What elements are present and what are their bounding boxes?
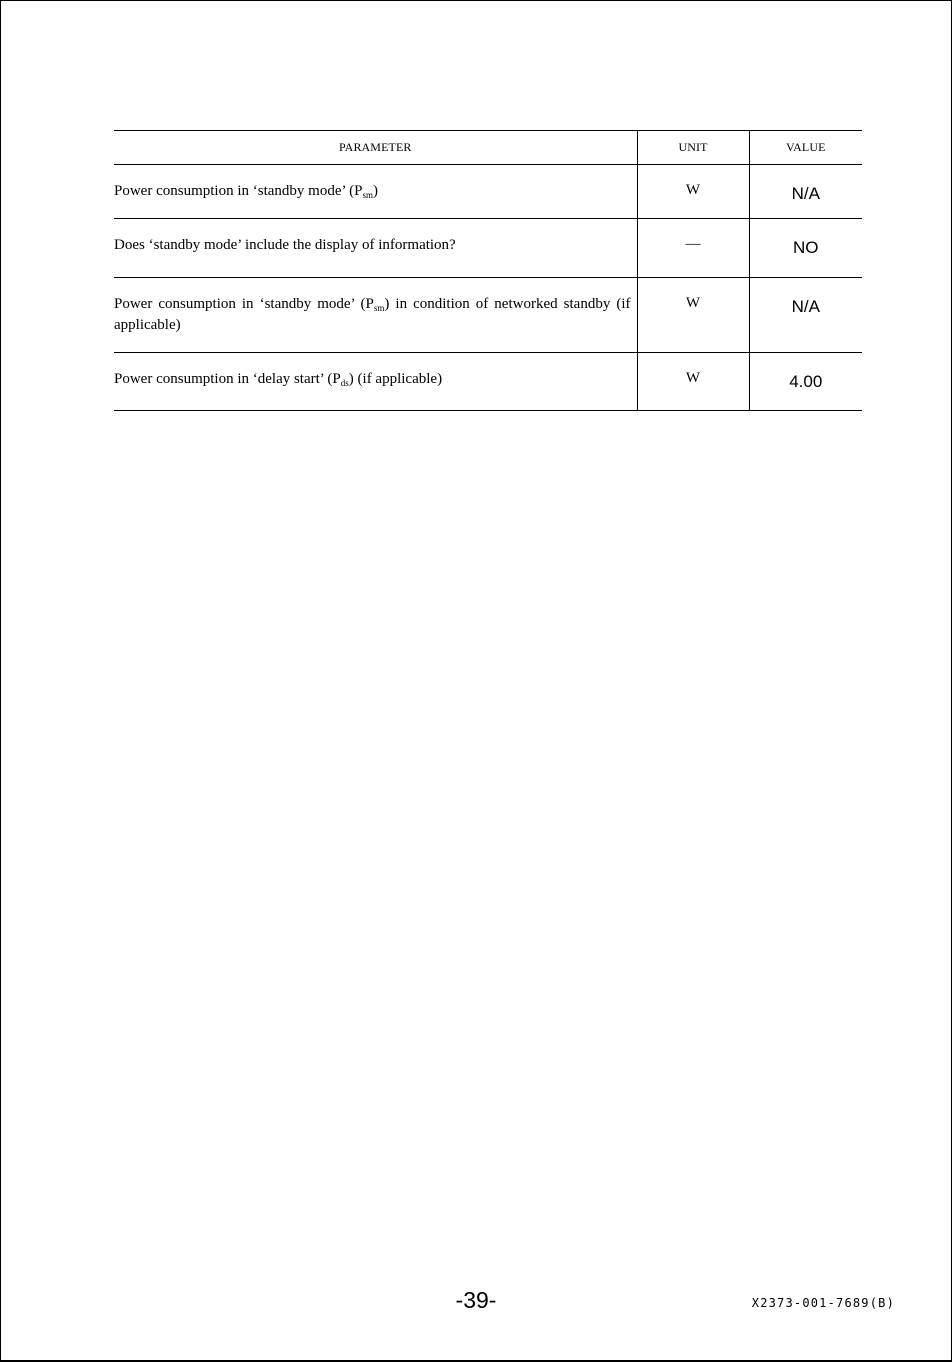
table-row xyxy=(114,219,862,278)
parameter-cell xyxy=(114,353,637,411)
unit-cell: W xyxy=(637,165,749,219)
parameter-text-after: ) in condition of networked standby (if applicable) xyxy=(114,296,631,333)
value-cell: N/A xyxy=(749,278,862,353)
table-row xyxy=(114,353,862,411)
header-parameter: PARAMETER xyxy=(114,131,637,165)
parameter-cell xyxy=(114,165,637,219)
value-cell: N/A xyxy=(749,165,862,219)
parameter-table xyxy=(114,130,862,411)
table-header-row xyxy=(114,131,862,165)
parameter-cell xyxy=(114,219,637,278)
parameter-text-after: ) (if applicable) xyxy=(348,371,443,387)
parameter-subscript: sm xyxy=(373,303,385,313)
header-value: VALUE xyxy=(749,131,862,165)
table-row xyxy=(114,278,862,353)
unit-cell: W xyxy=(637,353,749,411)
unit-cell: W xyxy=(637,278,749,353)
parameter-subscript: sm xyxy=(362,190,373,200)
parameter-text: Power consumption in ‘delay start’ (P xyxy=(114,371,341,387)
table-row xyxy=(114,165,862,219)
document-code: X2373-001-7689(B) xyxy=(751,1296,895,1310)
value-cell: NO xyxy=(749,219,862,278)
parameter-text: Power consumption in ‘standby mode’ (P xyxy=(114,183,363,199)
parameter-text-after: ) xyxy=(372,183,378,199)
parameter-subscript: ds xyxy=(340,378,349,388)
parameter-text: Power consumption in ‘standby mode’ (P xyxy=(114,296,374,312)
unit-cell: — xyxy=(637,219,749,278)
page-number: -39- xyxy=(455,1287,497,1313)
header-unit: UNIT xyxy=(637,131,749,165)
parameter-text: Does ‘standby mode’ include the display of information? xyxy=(114,237,456,253)
value-cell: 4.00 xyxy=(749,353,862,411)
parameter-cell xyxy=(114,278,637,353)
